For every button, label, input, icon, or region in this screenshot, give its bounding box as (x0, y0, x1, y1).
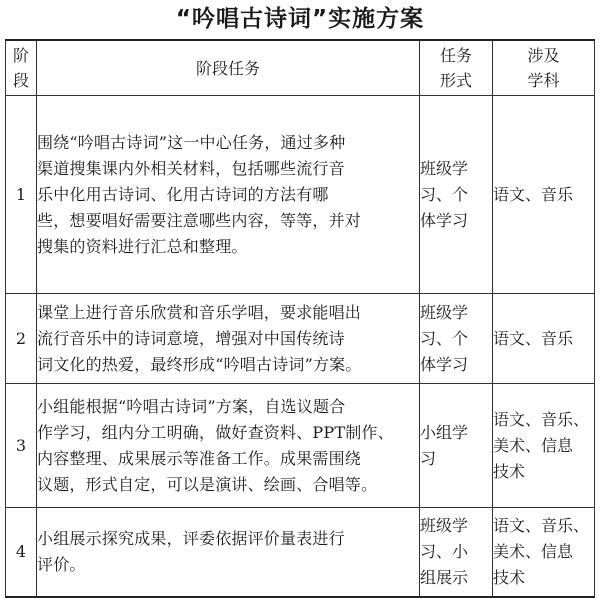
table-row (6, 384, 595, 508)
form-line: 组展示 (420, 568, 469, 587)
form-line: 习 (420, 448, 437, 468)
form-line: 班级学 (420, 302, 469, 322)
form-line: 习、小 (420, 542, 469, 561)
task-line: 搜集的资料进行汇总和整理。 (37, 236, 248, 256)
form-line: 体学习 (420, 354, 469, 374)
form-cell (420, 294, 493, 384)
task-line: 议题，形式自定，可以是演讲、绘画、合唱等。 (37, 474, 378, 494)
subject-cell (493, 294, 595, 384)
table-row (6, 96, 595, 294)
table-row (6, 294, 595, 384)
form-line: 习、个 (420, 184, 469, 204)
form-cell (420, 508, 493, 598)
header-stage-line: 段 (12, 71, 29, 90)
header-task-label: 阶段任务 (195, 58, 260, 78)
form-line: 班级学 (420, 158, 469, 178)
form-line: 小组学 (420, 422, 469, 442)
implementation-plan-table (5, 39, 595, 598)
stage-cell: 2 (6, 294, 37, 384)
subject-cell (493, 508, 595, 598)
task-line: 评价。 (37, 555, 86, 574)
subject-cell (493, 96, 595, 294)
task-line: 内容整理、成果展示等准备工作。成果需围绕 (37, 448, 362, 468)
task-line: 围绕“吟唱古诗词”这一中心任务，通过多种 (37, 132, 346, 152)
task-line: 课堂上进行音乐欣赏和音乐学唱，要求能唱出 (37, 302, 362, 322)
task-line: 词文化的热爱，最终形成“吟唱古诗词”方案。 (37, 354, 362, 374)
form-cell (420, 384, 493, 508)
form-line: 班级学 (420, 516, 469, 535)
header-stage-line: 阶 (12, 46, 29, 65)
subject-line: 技术 (493, 568, 526, 587)
stage-cell: 1 (6, 96, 37, 294)
header-form-line: 任务 (439, 46, 472, 65)
header-form-line: 形式 (439, 71, 472, 90)
form-line: 习、个 (420, 328, 469, 348)
stage-cell: 4 (6, 508, 37, 598)
table-row (6, 508, 595, 598)
task-line: 流行音乐中的诗词意境，增强对中国传统诗 (37, 328, 345, 348)
task-line: 小组能根据“吟唱古诗词”方案，自选议题合 (37, 396, 346, 416)
header-form (420, 40, 493, 96)
task-line: 作学习，组内分工明确，做好查资料、PPT制作、 (37, 422, 394, 442)
task-cell (37, 96, 420, 294)
task-line: 些，想要唱好需要注意哪些内容，等等，并对 (37, 210, 362, 230)
task-line: 渠道搜集课内外相关材料，包括哪些流行音 (37, 158, 345, 178)
form-cell (420, 96, 493, 294)
subject-line: 语文、音乐、 (493, 409, 590, 429)
task-line: 乐中化用古诗词、化用古诗词的方法有哪 (37, 184, 329, 204)
document-title: “吟唱古诗词”实施方案 (175, 6, 425, 32)
header-subject (493, 40, 595, 96)
table-header-row (6, 40, 595, 96)
header-task (37, 40, 420, 96)
task-cell (37, 508, 420, 598)
header-subject-line: 涉及 (527, 46, 560, 65)
subject-line: 语文、音乐 (493, 328, 574, 348)
subject-line: 美术、信息 (493, 435, 574, 455)
header-stage (6, 40, 37, 96)
stage-cell: 3 (6, 384, 37, 508)
subject-line: 技术 (493, 461, 526, 481)
subject-line: 语文、音乐 (493, 184, 574, 204)
task-cell (37, 294, 420, 384)
task-line: 小组展示探究成果，评委依据评价量表进行 (37, 529, 345, 548)
header-subject-line: 学科 (527, 71, 560, 90)
subject-line: 美术、信息 (493, 542, 574, 561)
subject-cell (493, 384, 595, 508)
form-line: 体学习 (420, 210, 469, 230)
task-cell (37, 384, 420, 508)
subject-line: 语文、音乐、 (493, 516, 590, 535)
